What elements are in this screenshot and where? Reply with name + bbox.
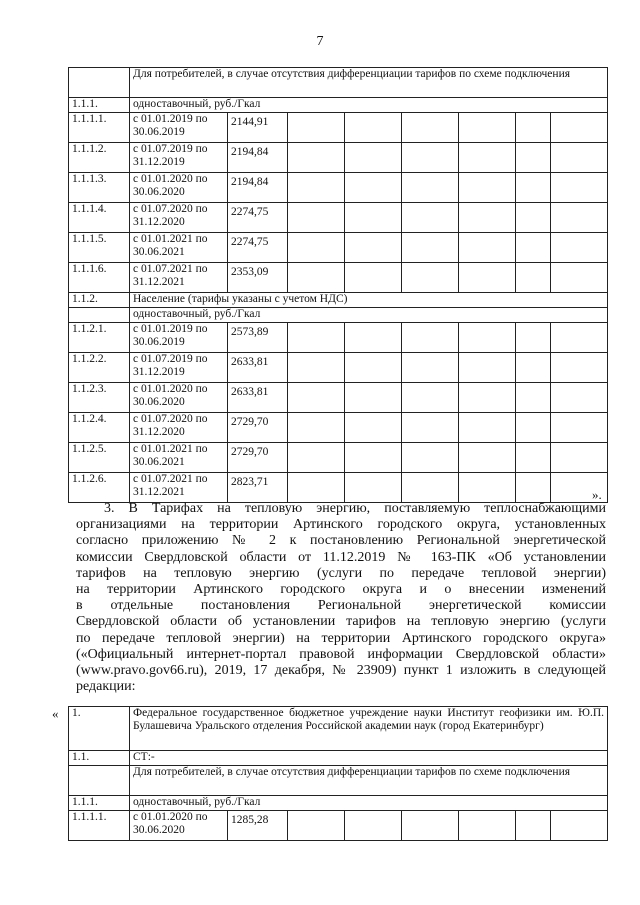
empty-cell xyxy=(288,473,345,503)
empty-cell xyxy=(402,113,459,143)
table-row xyxy=(69,113,608,143)
empty-cell xyxy=(516,811,551,841)
table-row xyxy=(69,413,608,443)
tariff-value-cell: 1285,28 xyxy=(228,811,288,841)
empty-cell xyxy=(402,473,459,503)
empty-cell xyxy=(345,413,402,443)
period-cell: с 01.07.2021 по 31.12.2021 xyxy=(130,263,228,293)
period-cell: с 01.01.2021 по 30.06.2021 xyxy=(130,443,228,473)
table-row xyxy=(69,263,608,293)
empty-cell xyxy=(516,323,551,353)
tariff-value-cell: 2633,81 xyxy=(228,353,288,383)
code-cell: 1.1.1.1. xyxy=(69,113,130,143)
empty-cell xyxy=(288,263,345,293)
table-row xyxy=(69,143,608,173)
tariff-value-cell: 2823,71 xyxy=(228,473,288,503)
table-row xyxy=(69,293,608,308)
empty-cell xyxy=(459,203,516,233)
period-cell: с 01.07.2020 по 31.12.2020 xyxy=(130,203,228,233)
empty-cell xyxy=(459,113,516,143)
empty-cell xyxy=(345,173,402,203)
empty-cell xyxy=(551,383,608,413)
code-cell: 1.1.1.3. xyxy=(69,173,130,203)
empty-cell xyxy=(402,443,459,473)
empty-cell xyxy=(551,263,608,293)
period-cell: с 01.07.2019 по 31.12.2019 xyxy=(130,143,228,173)
table-row xyxy=(69,443,608,473)
code-cell: 1.1.1.1. xyxy=(69,811,130,841)
code-cell: 1.1. xyxy=(69,751,130,766)
empty-cell xyxy=(402,203,459,233)
empty-cell xyxy=(288,383,345,413)
code-cell: 1.1.1. xyxy=(69,98,130,113)
empty-cell xyxy=(459,413,516,443)
empty-cell xyxy=(288,413,345,443)
empty-cell xyxy=(551,143,608,173)
paragraph-line: организациями на территории Артинского городского округа, установленных xyxy=(76,517,606,533)
table-row xyxy=(69,98,608,113)
table-row xyxy=(69,308,608,323)
period-cell: с 01.01.2019 по 30.06.2019 xyxy=(130,323,228,353)
period-cell: с 01.07.2021 по 31.12.2021 xyxy=(130,473,228,503)
tariff-value-cell: 2353,09 xyxy=(228,263,288,293)
code-cell xyxy=(69,308,130,323)
tariff-value-cell: 2194,84 xyxy=(228,173,288,203)
code-cell: 1.1.1.5. xyxy=(69,233,130,263)
period-cell: с 01.01.2020 по 30.06.2020 xyxy=(130,811,228,841)
code-cell: 1.1.2.2. xyxy=(69,353,130,383)
label-cell: одноставочный, руб./Гкал xyxy=(130,308,608,323)
label-cell: одноставочный, руб./Гкал xyxy=(130,98,608,113)
paragraph-line: тарифов на тепловую энергию (услуги по передаче тепловой энергии) xyxy=(76,565,606,581)
empty-cell xyxy=(402,173,459,203)
period-cell: с 01.07.2020 по 31.12.2020 xyxy=(130,413,228,443)
empty-cell xyxy=(402,353,459,383)
tariff-table-new xyxy=(68,706,608,841)
amendment-paragraph xyxy=(76,501,606,695)
empty-cell xyxy=(551,811,608,841)
code-cell: 1.1.1. xyxy=(69,796,130,811)
paragraph-line: на территории Артинского городского округа и о внесении изменений xyxy=(76,582,606,598)
table-row xyxy=(69,68,608,98)
tariff-value-cell: 2194,84 xyxy=(228,143,288,173)
empty-cell xyxy=(551,443,608,473)
table-row xyxy=(69,473,608,503)
table-row xyxy=(69,173,608,203)
empty-cell xyxy=(516,233,551,263)
table-row xyxy=(69,796,608,811)
code-cell xyxy=(69,766,130,796)
label-cell: Для потребителей, в случае отсутствия дифференциации тарифов по схеме подключения xyxy=(130,766,608,796)
empty-cell xyxy=(402,233,459,263)
empty-cell xyxy=(516,383,551,413)
empty-cell xyxy=(345,203,402,233)
empty-cell xyxy=(345,143,402,173)
empty-cell xyxy=(459,263,516,293)
empty-cell xyxy=(459,143,516,173)
empty-cell xyxy=(459,383,516,413)
header-cell: Для потребителей, в случае отсутствия дифференциации тарифов по схеме подключения xyxy=(130,68,608,98)
tariff-value-cell: 2729,70 xyxy=(228,413,288,443)
empty-cell xyxy=(345,473,402,503)
label-cell: СТ:- xyxy=(130,751,608,766)
empty-cell xyxy=(516,203,551,233)
paragraph-line: (www.pravo.gov66.ru), 2019, 17 декабря, № 23909) пункт 1 изложить в следующей xyxy=(76,663,606,679)
table-row xyxy=(69,751,608,766)
tariff-value-cell: 2633,81 xyxy=(228,383,288,413)
period-cell: с 01.01.2020 по 30.06.2020 xyxy=(130,383,228,413)
code-cell: 1.1.2. xyxy=(69,293,130,308)
period-cell: с 01.01.2019 по 30.06.2019 xyxy=(130,113,228,143)
table-row xyxy=(69,323,608,353)
code-cell: 1.1.2.4. xyxy=(69,413,130,443)
empty-cell xyxy=(345,263,402,293)
empty-cell xyxy=(345,323,402,353)
empty-cell xyxy=(459,323,516,353)
code-cell: 1.1.2.6. xyxy=(69,473,130,503)
empty-cell xyxy=(459,473,516,503)
empty-cell xyxy=(288,323,345,353)
empty-cell xyxy=(402,811,459,841)
paragraph-line: Свердловской области об установлении тарифов на тепловую энергию (услуги xyxy=(76,614,606,630)
tariff-value-cell: 2729,70 xyxy=(228,443,288,473)
empty-cell xyxy=(551,353,608,383)
label-cell: Федеральное государственное бюджетное учреждение науки Институт геофизики им. Ю.П. Булашевича Уральского отделения Российской академии наук (город Екатеринбург) xyxy=(130,707,608,751)
code-cell: 1.1.2.5. xyxy=(69,443,130,473)
empty-cell xyxy=(288,443,345,473)
empty-cell xyxy=(516,143,551,173)
empty-cell xyxy=(402,323,459,353)
page-number: 7 xyxy=(316,34,324,49)
empty-cell xyxy=(516,413,551,443)
paragraph-line: («Официальный интернет-портал правовой информации Свердловской области» xyxy=(76,646,606,662)
empty-cell xyxy=(402,413,459,443)
code-cell xyxy=(69,68,130,98)
period-cell: с 01.01.2020 по 30.06.2020 xyxy=(130,173,228,203)
paragraph-line: по передаче тепловой энергии) на территории Артинского городского округа» xyxy=(76,630,606,646)
empty-cell xyxy=(345,353,402,383)
code-cell: 1.1.1.6. xyxy=(69,263,130,293)
empty-cell xyxy=(288,233,345,263)
empty-cell xyxy=(288,113,345,143)
empty-cell xyxy=(288,203,345,233)
empty-cell xyxy=(551,413,608,443)
paragraph-line: комиссии Свердловской области от 11.12.2019 № 163-ПК «Об установлении xyxy=(76,549,606,565)
code-cell: 1. xyxy=(69,707,130,751)
code-cell: 1.1.2.1. xyxy=(69,323,130,353)
empty-cell xyxy=(288,173,345,203)
empty-cell xyxy=(402,263,459,293)
empty-cell xyxy=(345,443,402,473)
period-cell: с 01.07.2019 по 31.12.2019 xyxy=(130,353,228,383)
empty-cell xyxy=(459,353,516,383)
label-cell: Население (тарифы указаны с учетом НДС) xyxy=(130,293,608,308)
empty-cell xyxy=(516,263,551,293)
table-row xyxy=(69,203,608,233)
empty-cell xyxy=(459,443,516,473)
tariff-value-cell: 2274,75 xyxy=(228,233,288,263)
code-cell: 1.1.1.4. xyxy=(69,203,130,233)
table-row xyxy=(69,707,608,751)
table-row xyxy=(69,353,608,383)
empty-cell xyxy=(402,143,459,173)
empty-cell xyxy=(288,811,345,841)
paragraph-line: 3. В Тарифах на тепловую энергию, поставляемую теплоснабжающими xyxy=(104,501,606,516)
tariff-value-cell: 2274,75 xyxy=(228,203,288,233)
empty-cell xyxy=(551,113,608,143)
table-row xyxy=(69,233,608,263)
tariff-value-cell: 2573,89 xyxy=(228,323,288,353)
empty-cell xyxy=(551,233,608,263)
period-cell: с 01.01.2021 по 30.06.2021 xyxy=(130,233,228,263)
paragraph-line: в отдельные постановления Региональной энергетической комиссии xyxy=(76,598,606,614)
code-cell: 1.1.2.3. xyxy=(69,383,130,413)
empty-cell xyxy=(345,233,402,263)
code-cell: 1.1.1.2. xyxy=(69,143,130,173)
table-row xyxy=(69,811,608,841)
opening-quote-mark: « xyxy=(52,706,59,721)
empty-cell xyxy=(516,173,551,203)
table-row xyxy=(69,383,608,413)
paragraph-line: редакции: xyxy=(76,679,136,695)
paragraph-line: согласно приложению № 2 к постановлению Региональной энергетической xyxy=(76,533,606,549)
empty-cell xyxy=(551,173,608,203)
empty-cell xyxy=(345,811,402,841)
empty-cell xyxy=(459,173,516,203)
closing-quote-mark: ». xyxy=(592,487,602,502)
empty-cell xyxy=(288,143,345,173)
empty-cell xyxy=(516,353,551,383)
table-row xyxy=(69,766,608,796)
empty-cell xyxy=(459,233,516,263)
empty-cell xyxy=(516,473,551,503)
empty-cell xyxy=(288,353,345,383)
empty-cell xyxy=(516,113,551,143)
tariff-value-cell: 2144,91 xyxy=(228,113,288,143)
empty-cell xyxy=(516,443,551,473)
empty-cell xyxy=(551,323,608,353)
label-cell: одноставочный, руб./Гкал xyxy=(130,796,608,811)
empty-cell xyxy=(345,113,402,143)
tariff-table-continued xyxy=(68,67,608,503)
empty-cell xyxy=(402,383,459,413)
empty-cell xyxy=(459,811,516,841)
empty-cell xyxy=(551,203,608,233)
empty-cell xyxy=(345,383,402,413)
